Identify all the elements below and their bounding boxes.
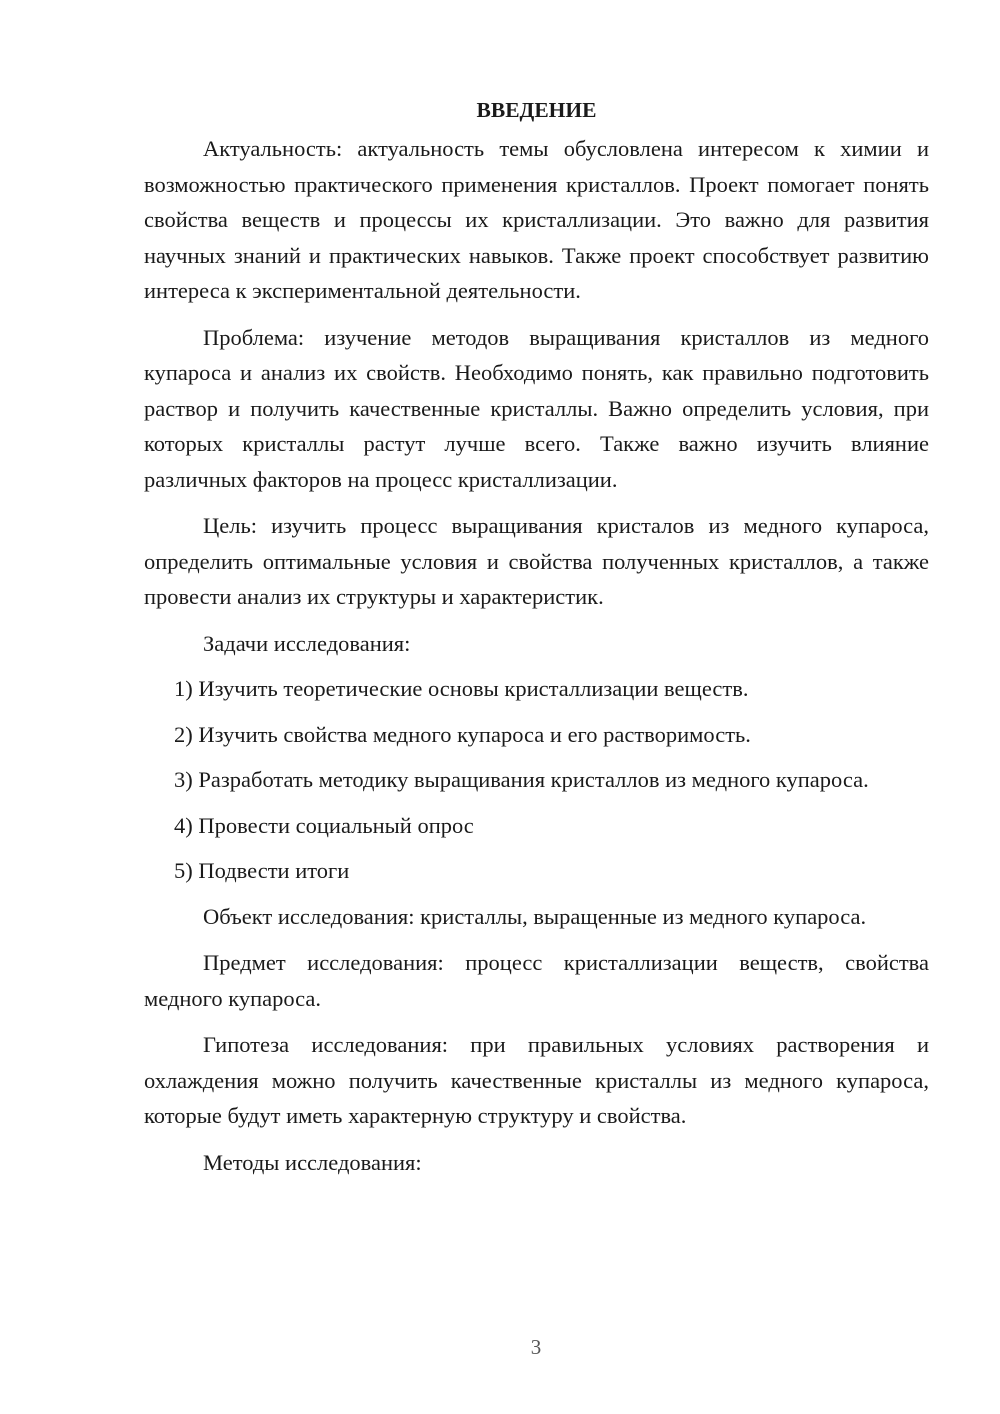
paragraph-object: Объект исследования: кристаллы, выращенные из медного купароса. — [203, 903, 867, 929]
page-content — [144, 92, 929, 1180]
task-item-1: 1) Изучить теоретические основы кристаллизации веществ. — [174, 676, 749, 701]
tasks-title: Задачи исследования: — [203, 630, 411, 656]
task-item-3: 3) Разработать методику выращивания кристаллов из медного купароса. — [174, 767, 869, 792]
task-item-5: 5) Подвести итоги — [174, 858, 350, 883]
page-title: ВВЕДЕНИЕ — [476, 98, 597, 122]
task-item-4: 4) Провести социальный опрос — [174, 812, 474, 838]
paragraph-subject: Предмет исследования: процесс кристаллизации веществ, свойства медного купароса. — [144, 950, 929, 1011]
page-number: 3 — [530, 1335, 542, 1359]
paragraph-hypothesis: Гипотеза исследования: при правильных условиях растворения и охлаждения можно получить качественные кристаллы из медного купароса, которые будут иметь характерную структуру и свойства. — [144, 1032, 929, 1128]
paragraph-goal: Цель: изучить процесс выращивания кристалов из медного купароса, определить оптимальные условия и свойства полученных кристаллов, а также провести анализ их структуры и характеристик. — [144, 513, 929, 609]
task-item-2: 2) Изучить свойства медного купароса и его растворимость. — [174, 721, 751, 747]
paragraph-relevance: Актуальность: актуальность темы обусловлена интересом к химии и возможностью практического применения кристаллов. Проект помогает понять свойства веществ и процессы их кристаллизации. Это важно для развития научных знаний и практических навыков. Также проект способствует развитию интереса к экспериментальной деятельности. — [144, 136, 929, 303]
paragraph-problem: Проблема: изучение методов выращивания кристаллов из медного купароса и анализ их свойств. Необходимо понять, как правильно подготовить раствор и получить качественные кристаллы. Важно определить условия, при которых кристаллы растут лучше всего. Также важно изучить влияние различных факторов на процесс кристаллизации. — [144, 324, 929, 492]
methods-title: Методы исследования: — [203, 1149, 422, 1175]
